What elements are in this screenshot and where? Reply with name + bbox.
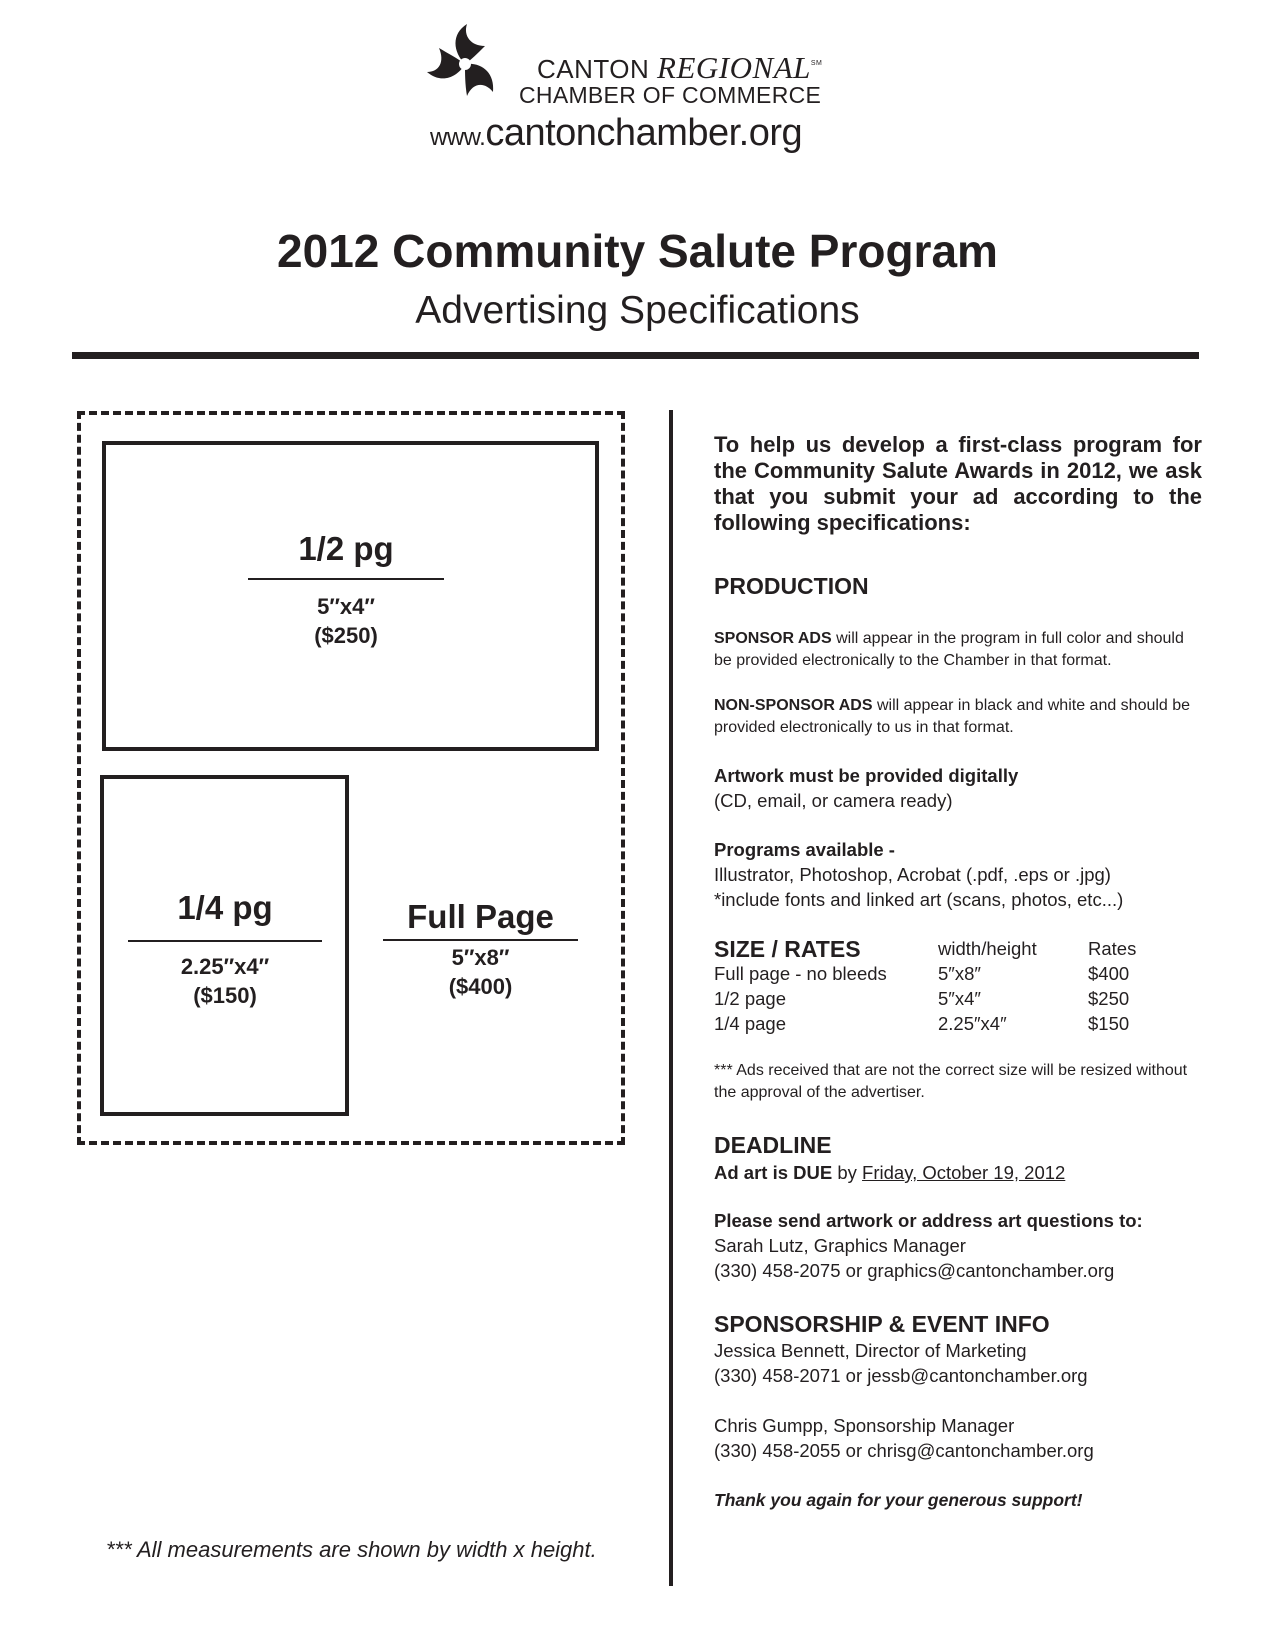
- sponsorship-contact-1: [714, 1338, 1202, 1388]
- deadline-by: by: [832, 1162, 863, 1183]
- quarter-page-dimensions: 2.25″x4″: [180, 954, 270, 979]
- website-link[interactable]: [430, 112, 802, 155]
- artwork-paragraph: [714, 763, 1202, 813]
- programs-line1: Illustrator, Photoshop, Acrobat (.pdf, .eps or .jpg): [714, 864, 1111, 885]
- page-subtitle: Advertising Specifications: [415, 289, 860, 332]
- quarter-page-rule: [128, 940, 322, 942]
- rates-col-size: width/height: [938, 938, 1037, 959]
- contact-name: Chris Gumpp, Sponsorship Manager: [714, 1415, 1015, 1436]
- contact-info[interactable]: (330) 458-2055 or chrisg@cantonchamber.org: [714, 1440, 1094, 1461]
- rate-price: $150: [1088, 1013, 1130, 1034]
- rate-price: $250: [1088, 988, 1130, 1009]
- website-prefix: www.: [430, 124, 486, 151]
- table-row: [714, 963, 1202, 988]
- page-title: 2012 Community Salute Program: [277, 225, 998, 277]
- sponsorship-heading: SPONSORSHIP & EVENT INFO: [714, 1311, 1050, 1337]
- full-page-rule: [383, 939, 578, 941]
- full-page-dimensions: 5″x8″: [451, 945, 510, 970]
- nonsponsor-ads-text: will appear in black and white and should be provided electronically to us in that format.: [714, 697, 1191, 736]
- org-name-line1: [537, 50, 822, 86]
- rates-col-rate: Rates: [1088, 938, 1137, 959]
- programs-label: Programs available -: [714, 839, 895, 860]
- programs-line2: *include fonts and linked art (scans, photos, etc...): [714, 889, 1124, 910]
- website-domain: cantonchamber.org: [485, 112, 803, 154]
- sponsor-ads-label: SPONSOR ADS: [714, 630, 832, 647]
- rate-name: Full page - no bleeds: [714, 963, 887, 984]
- full-page-price: ($400): [448, 974, 513, 999]
- programs-paragraph: [714, 837, 1202, 912]
- quarter-page-title: 1/4 pg: [177, 889, 273, 926]
- column-divider: [669, 410, 673, 1586]
- rate-size: 5″x4″: [938, 988, 981, 1009]
- send-label: Please send artwork or address art questions to:: [714, 1210, 1143, 1231]
- nonsponsor-ads-paragraph: [714, 695, 1202, 739]
- org-name-canton: CANTON: [537, 54, 650, 84]
- rate-size: 5″x8″: [938, 963, 981, 984]
- rate-size: 2.25″x4″: [938, 1013, 1007, 1034]
- production-heading: PRODUCTION: [714, 573, 869, 599]
- deadline-paragraph: [714, 1160, 1202, 1185]
- intro-paragraph: To help us develop a first-class program for the Community Salute Awards in 2012, we ask that you submit your ad according to the following specifications:: [714, 432, 1202, 535]
- org-name-regional: REGIONAL: [657, 50, 811, 85]
- title-divider: [72, 352, 1199, 359]
- org-name-line2: CHAMBER OF COMMERCE: [519, 82, 822, 108]
- pinwheel-logo-icon: [423, 22, 507, 106]
- quarter-page-price: ($150): [193, 983, 257, 1008]
- rate-price: $400: [1088, 963, 1130, 984]
- table-row: [714, 1013, 1202, 1038]
- resize-note: *** Ads received that are not the correct size will be resized without the approval of the advertiser.: [714, 1062, 1188, 1101]
- rate-name: 1/2 page: [714, 988, 787, 1009]
- deadline-label: Ad art is DUE: [714, 1162, 833, 1183]
- rate-name: 1/4 page: [714, 1013, 787, 1034]
- service-mark: SM: [810, 60, 823, 67]
- sponsor-ads-text: will appear in the program in full color and should be provided electronically to the Chamber in that format.: [714, 630, 1184, 669]
- measurement-footnote: *** All measurements are shown by width x height.: [106, 1537, 597, 1562]
- rates-header-row: [714, 938, 1202, 963]
- quarter-page-ad-box: [100, 775, 349, 1116]
- full-page-title: Full Page: [407, 898, 554, 935]
- thank-you-note: Thank you again for your generous support!: [714, 1490, 1083, 1510]
- deadline-heading: DEADLINE: [714, 1132, 832, 1158]
- artwork-contact-paragraph: [714, 1208, 1202, 1283]
- sponsorship-contact-2: [714, 1413, 1202, 1463]
- half-page-title: 1/2 pg: [298, 530, 394, 567]
- rates-table: [714, 938, 1202, 1038]
- sponsor-ads-paragraph: [714, 628, 1202, 672]
- nonsponsor-ads-label: NON-SPONSOR ADS: [714, 697, 873, 714]
- table-row: [714, 988, 1202, 1013]
- deadline-date: Friday, October 19, 2012: [862, 1162, 1066, 1183]
- send-contact[interactable]: (330) 458-2075 or graphics@cantonchamber.org: [714, 1260, 1115, 1281]
- artwork-label: Artwork must be provided digitally: [714, 765, 1019, 786]
- send-name: Sarah Lutz, Graphics Manager: [714, 1235, 966, 1256]
- half-page-rule: [248, 578, 444, 580]
- artwork-text: (CD, email, or camera ready): [714, 790, 953, 811]
- rates-heading: SIZE / RATES: [714, 936, 861, 962]
- half-page-price: ($250): [314, 623, 378, 648]
- contact-info[interactable]: (330) 458-2071 or jessb@cantonchamber.org: [714, 1365, 1088, 1386]
- half-page-dimensions: 5″x4″: [317, 594, 375, 619]
- contact-name: Jessica Bennett, Director of Marketing: [714, 1340, 1027, 1361]
